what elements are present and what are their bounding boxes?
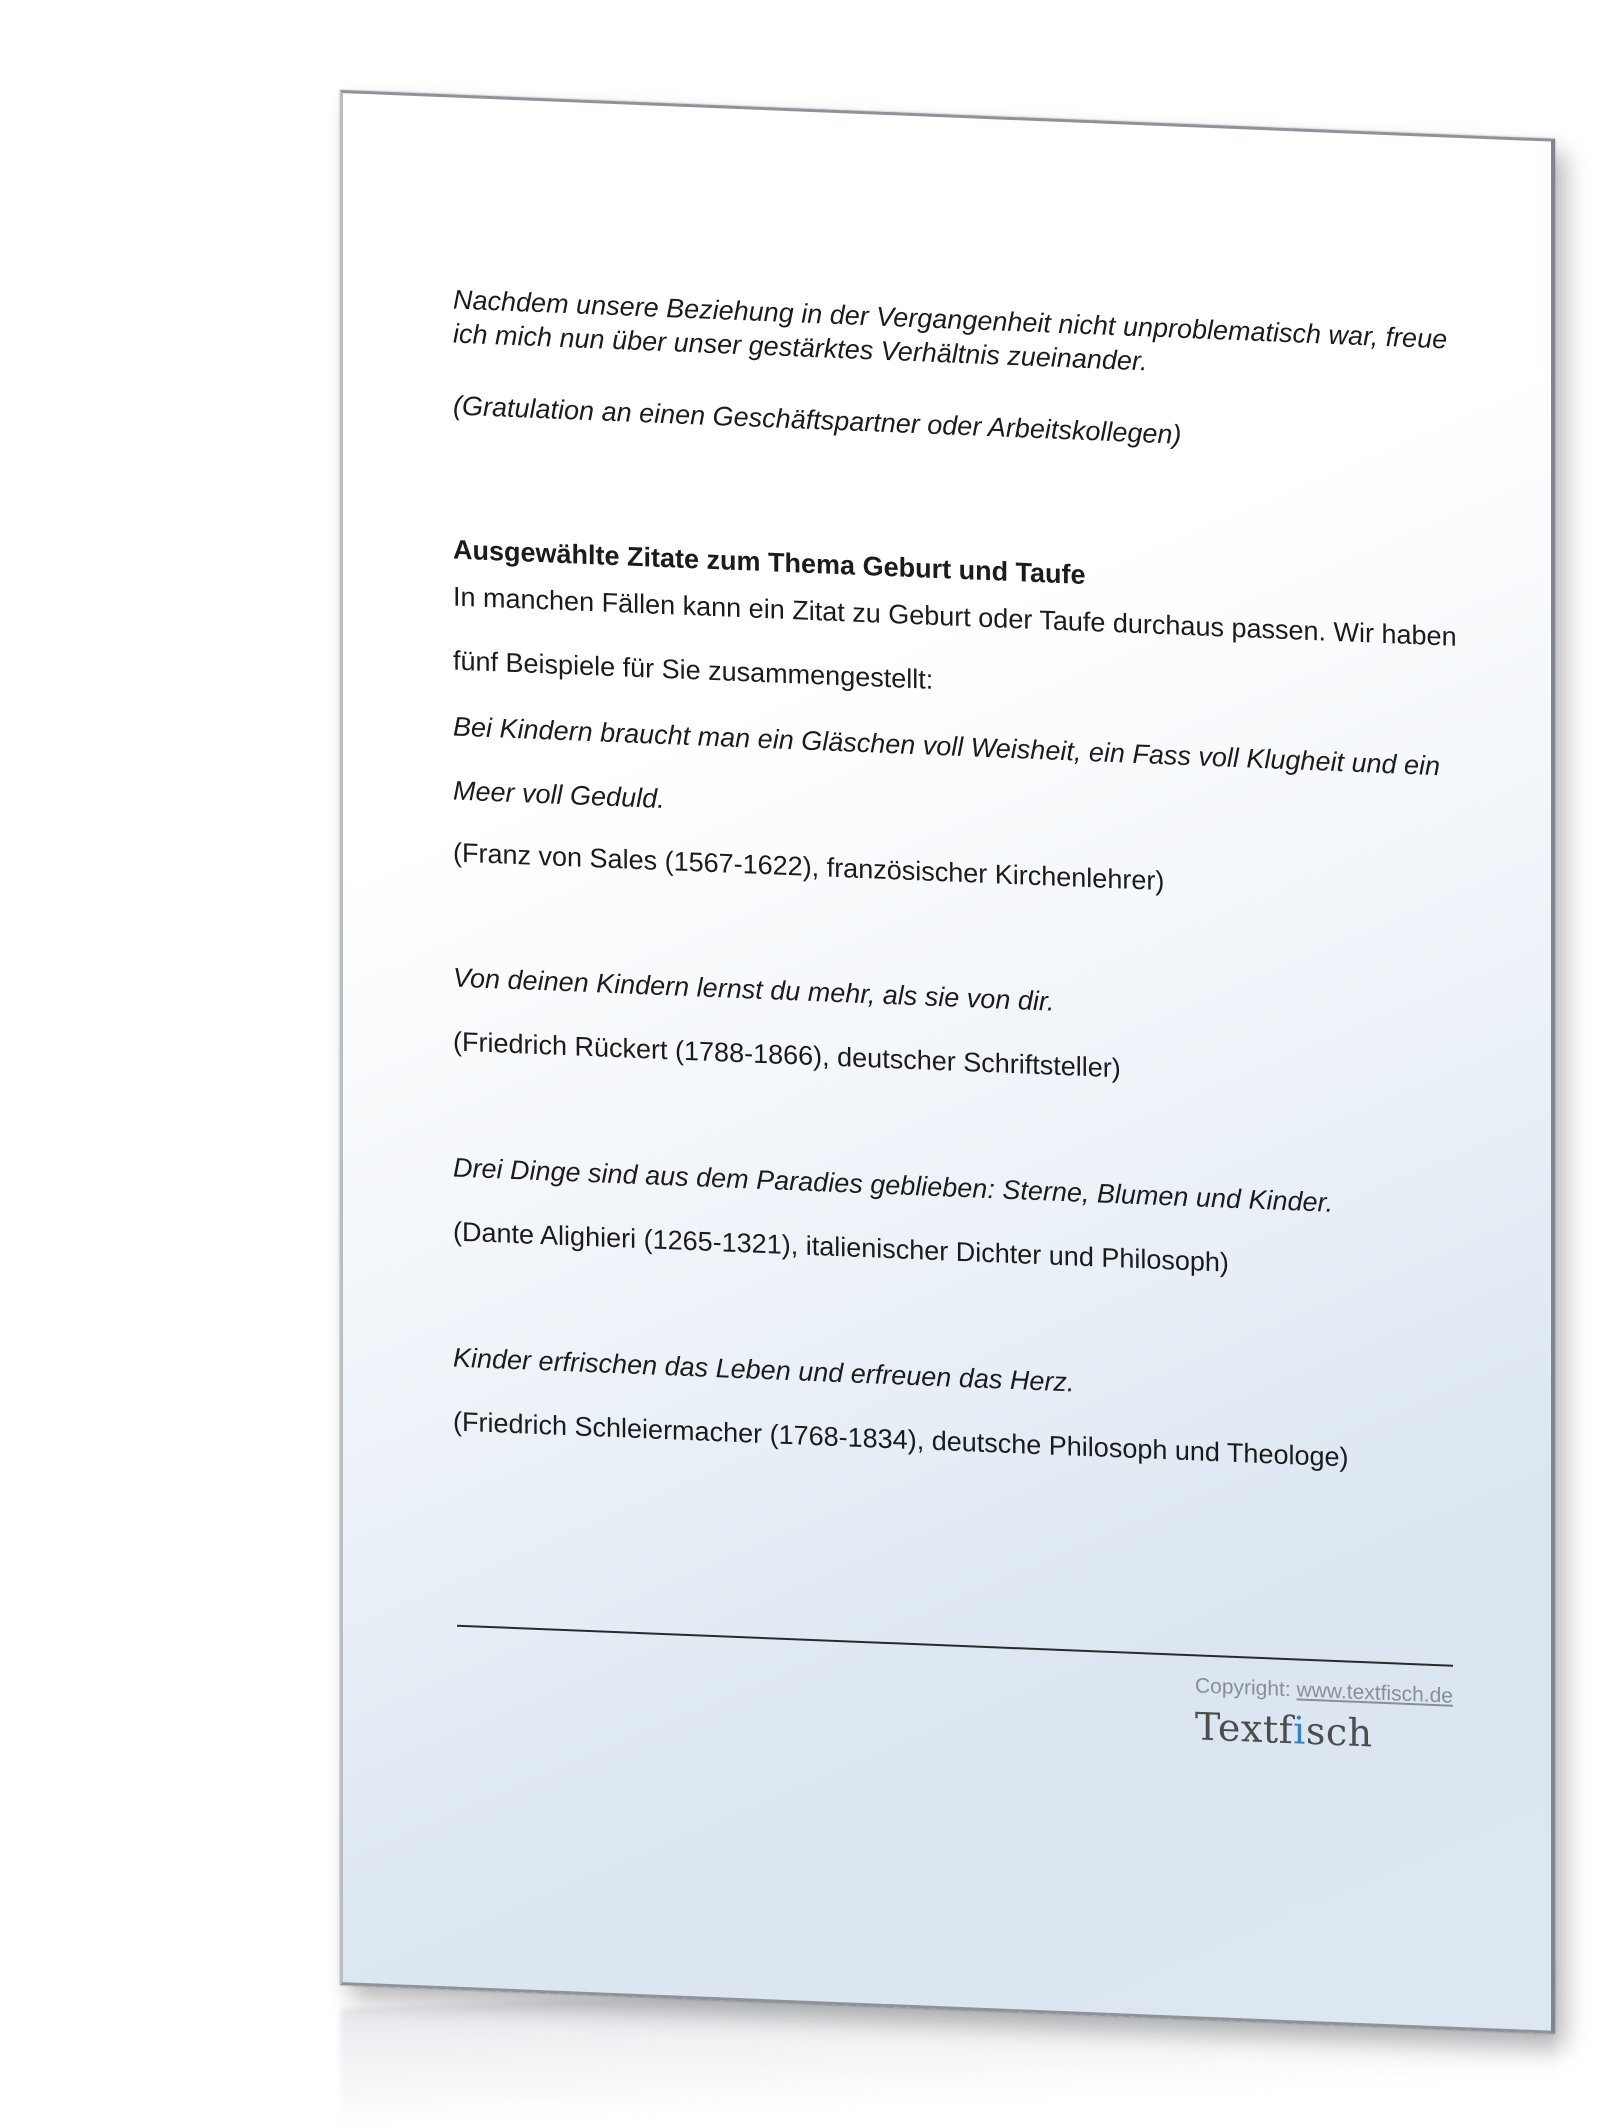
quote-author-1: (Franz von Sales (1567-1622), französischer Kirchenlehrer): [453, 837, 1165, 897]
quote-text-4: Kinder erfrischen das Leben und erfreuen das Herz.: [453, 1342, 1075, 1398]
copyright-notice: [1195, 1674, 1453, 1708]
quote-author-4: (Friedrich Schleiermacher (1768-1834), deutsche Philosoph und Theologe): [453, 1406, 1349, 1473]
quote-text-2: Von deinen Kindern lernst du mehr, als sie von dir.: [453, 962, 1055, 1017]
intro-note: (Gratulation an einen Geschäftspartner oder Arbeitskollegen): [453, 390, 1182, 450]
quote-author-2: (Friedrich Rückert (1788-1866), deutscher Schriftsteller): [453, 1026, 1121, 1084]
quote-text-1: Bei Kindern braucht man ein Gläschen voll Weisheit, ein Fass voll Klugheit und ein Meer voll Geduld.: [453, 711, 1441, 815]
copyright-link[interactable]: www.textfisch.de: [1296, 1678, 1453, 1708]
intro-paragraph: Nachdem unsere Beziehung in der Vergangenheit nicht unproblematisch war, freue ich mich nun über unser gestärktes Verhältnis zueinander.: [453, 284, 1448, 377]
section-intro: In manchen Fällen kann ein Zitat zu Geburt oder Taufe durchaus passen. Wir haben fünf Beispiele für Sie zusammengestellt:: [453, 581, 1457, 695]
copyright-label: Copyright:: [1195, 1674, 1291, 1702]
document-page: [340, 90, 1555, 2034]
footer-rule: [457, 1625, 1453, 1667]
section-heading: Ausgewählte Zitate zum Thema Geburt und Taufe: [453, 534, 1086, 590]
textfisch-logo: Textfisch: [1195, 1704, 1373, 1756]
page-content: [453, 283, 1463, 1756]
quote-author-3: (Dante Alighieri (1265-1321), italienischer Dichter und Philosoph): [453, 1216, 1229, 1278]
fish-icon: i: [1293, 1708, 1306, 1753]
quote-text-3: Drei Dinge sind aus dem Paradies geblieben: Sterne, Blumen und Kinder.: [453, 1152, 1334, 1218]
